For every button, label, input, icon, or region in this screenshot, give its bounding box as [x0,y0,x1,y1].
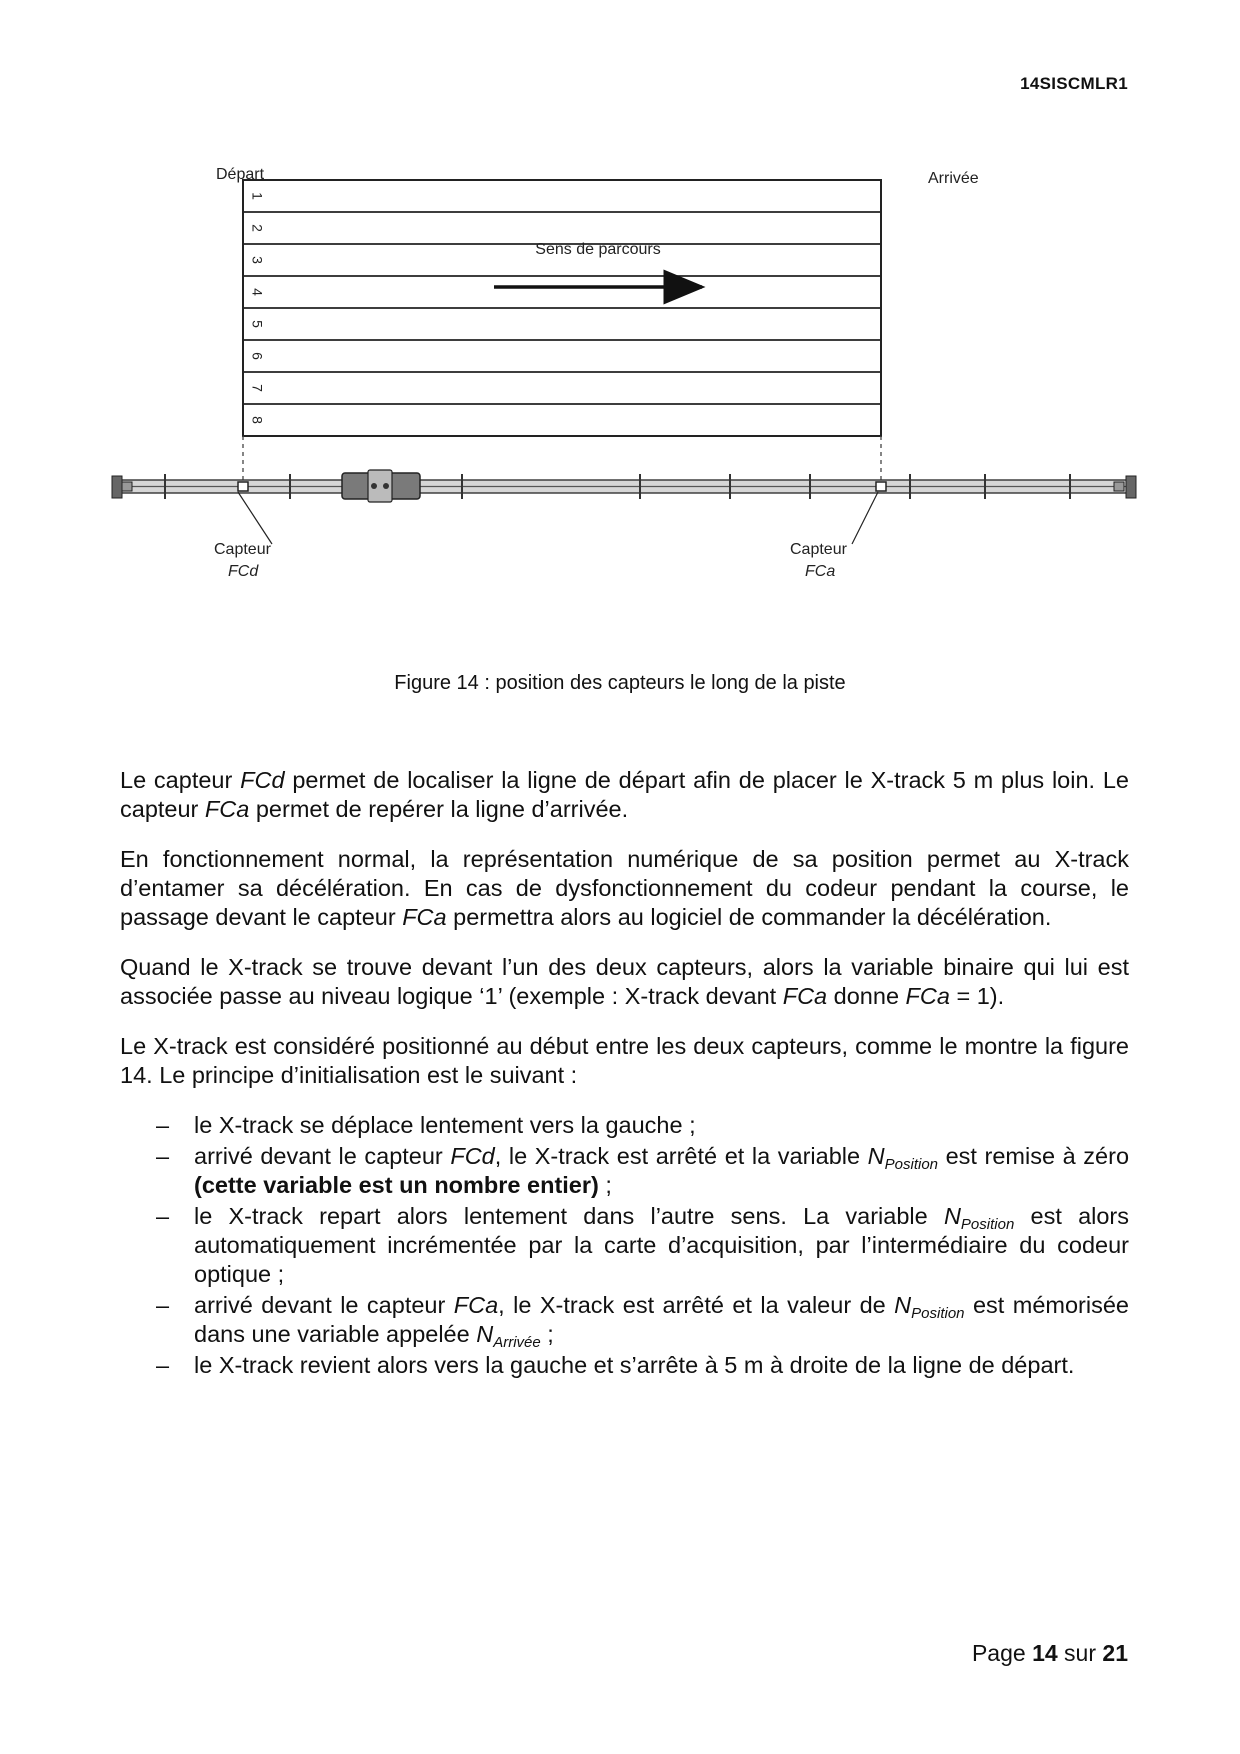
start-label: Départ [216,166,265,183]
finish-label: Arrivée [928,170,979,187]
list-item: – arrivé devant le capteur FCa, le X-track est arrêté et la valeur de $N_{Position}$ est mémorisée dans une variable appelée $N_{Arrivée}$ ; [156,1292,1129,1351]
lane-number: 1 [249,192,266,200]
lane-number: 4 [249,288,266,296]
lane-number: 2 [249,224,266,232]
lane-number: 8 [249,416,266,424]
lane-number: 5 [249,320,266,328]
list-item: – arrivé devant le capteur FCd, le X-track est arrêté et la variable $N_{Position}$ est remise à zéro (cette variable est un nombre entier) ; [156,1143,1130,1198]
paragraph-3: Quand le X-track se trouve devant l’un des deux capteurs, alors la variable binaire qui lui est associée passe au niveau logique ‘1’ (exemple : X-track devant FCa donne FCa = 1). [120,954,1129,1009]
sensor-left-word: Capteur [214,541,271,558]
direction-label: Sens de parcours [535,241,661,258]
x-track-carriage [342,470,420,502]
sensor-right-name: FCa [805,563,836,580]
track-figure [110,158,1140,678]
rail [112,474,1136,499]
lane-number: 6 [249,352,266,360]
initialisation-steps [120,1111,1129,1380]
paragraph-1: Le capteur FCd permet de localiser la ligne de départ afin de placer le X-track 5 m plus loin. Le capteur FCa permet de repérer la ligne d’arrivée. [120,767,1129,822]
page-total: 21 [1102,1640,1128,1666]
list-item: – le X-track se déplace lentement vers la gauche ; [156,1112,696,1138]
lane-number: 3 [249,256,266,264]
paragraph-2: En fonctionnement normal, la représentation numérique de sa position permet au X-track d’entamer sa décélération. En cas de dysfonctionnement du codeur pendant la course, le passage devant le capteur FCa permettra alors au logiciel de commander la décélération. [120,846,1129,930]
paragraph-4: Le X-track est considéré positionné au début entre les deux capteurs, comme le montre la figure 14. Le principe d’initialisation est le suivant : [120,1033,1129,1088]
sensor-fca-pointer [852,492,878,544]
document-code: 14SISCMLR1 [1020,74,1128,93]
sensor-fcd-pointer [238,492,272,544]
list-item: – le X-track revient alors vers la gauche et s’arrête à 5 m à droite de la ligne de départ. [156,1352,1075,1378]
sensor-right-word: Capteur [790,541,847,558]
page-number: 14 [1032,1640,1058,1666]
figure-caption: Figure 14 : position des capteurs le long de la piste [394,672,846,694]
lane-number: 7 [249,384,266,392]
body-text [120,766,1129,1382]
sensor-fca [876,482,886,491]
sensor-fcd [238,482,248,491]
track-diagram [110,158,1140,678]
sensor-left-name: FCd [228,563,259,580]
page-footer: Page 14 sur 21 [971,1640,1128,1666]
list-item: – le X-track repart alors lentement dans l’autre sens. La variable $N_{Position}$ est alors automatiquement incrémentée par la carte d’acquisition, par l’intermédiaire du codeur optique ; [156,1203,1130,1287]
